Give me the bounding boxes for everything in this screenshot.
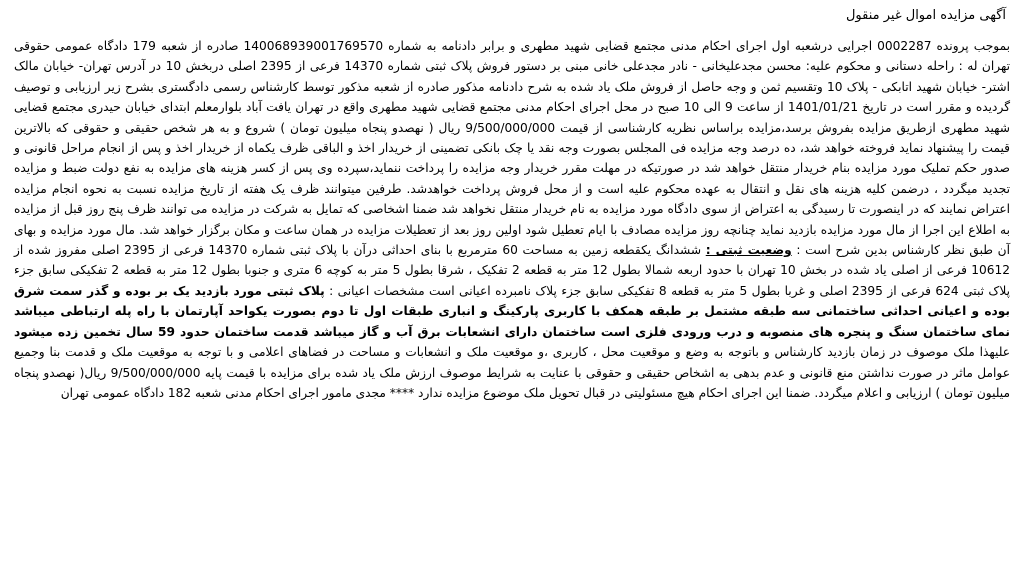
notice-title: آگهی مزایده اموال غیر منقول bbox=[845, 8, 1006, 23]
registration-status-label: وضعیت ثبتی : bbox=[705, 243, 792, 258]
notice-paragraph-2: ششدانگ یکقطعه زمین به مساحت 60 مترمربع با بنای احداثی درآن با پلاک ثبتی شماره 14370 فرعی از 2395 اصلی مفروز شده از 10612 فرعی از اصلی یاد شده در بخش 10 تهران با حدود اربعه شمالا بطول 12 متر به قطعه 2 تفکیک ، شرقا بطول 5 متر به کوچه 6 متری و جنوبا بطول 12 متر به قطعه 2 تفکیکی سابق جزء پلاک ثبتی 624 فرعی از 2395 اصلی و غربا بطول 5 متر به قطعه 8 تفکیکی سابق جزء پلاک نامبرده اعیانی است مشخصات اعیانی : bbox=[14, 243, 1011, 298]
building-description-bold: پلاک ثبتی مورد بازدید یک بر بوده و گذر سمت شرق بوده و اعیانی احداثی ساختمانی سه طبقه مشتمل بر طبقه همکف با کاربری پارکینگ و انباری طبقات اول تا دوم بصورت یکواحد آپارتمان با راه پله ارتباطی میباشد نمای ساختمان سنگ و پنجره های منصوبه و درب ورودی فلزی است ساختمان دارای انشعابات برق آب و گاز میباشد قدمت ساختمان حدود 59 سال تخمین زده میشود bbox=[14, 283, 1010, 339]
notice-paragraph-3: علیهذا ملک موصوف در زمان بازدید کارشناس و باتوجه به وضع و موقعیت محل ، کاربری ،و موقعیت ملک و انشعابات و مساحت در فضاهای اعلامی و با توجه به موقعیت ملک و قدمت بنا وجمیع عوامل ماثر در صورت نداشتن منع قانونی و عدم بدهی به اشخاص حقیقی و حقوقی با عنایت به شرایط موصوف ارزش ملک یاد شده برای مزایده با قیمت پایه 9/500/000/000 ریال( نهصدو پنجاه میلیون تومان ) ارزیابی و اعلام میگردد. ضمنا این اجرای احکام هیچ مسئولیتی در قبال تحویل ملک موضوع مزایده ندارد **** مجدی مامور اجرای احکام مدنی شعبه 182 دادگاه عمومی تهران bbox=[14, 345, 1010, 400]
notice-body bbox=[14, 36, 1010, 403]
notice-paragraph-1: بموجب پرونده 0002287 اجرایی درشعبه اول اجرای احکام مدنی مجتمع قضایی شهید مطهری و برابر دادنامه به شماره 140068939001769570 صادره از شعبه 179 دادگاه عمومی حقوقی تهران له : راحله دستانی و محکوم علیه: محسن مجدعلیخانی - نادر مجدعلی خانی مبنی بر دستور فروش پلاک ثبتی شماره 14370 فرعی از 2395 اصلی دربخش 10 در آدرس تهران- خیابان مالک اشتر- خیابان شهید اتابکی - پلاک 10 وتقسیم ثمن و وجه حاصل از فروش ملک یاد شده به شرح دادنامه مذکور صادره از شعبه مذکور توسط کارشناس رسمی دادگستری بشرح زیر ارزیابی و توصیف گردیده و مقرر است در تاریخ 1401/01/21 از ساعت 9 الی 10 صبح در محل اجرای احکام مدنی مجتمع قضایی شهید مطهری واقع در تهران یافت آباد بلوارمعلم ابتدای خیابان حیدری مجتمع قضایی شهید مطهری ازطریق مزایده بفروش برسد،مزایده براساس نظریه کارشناسی از قیمت 9/500/000/000 ریال ( نهصدو پنجاه میلیون تومان ) شروع و به هر شخص حقیقی و حقوقی که بالاترین قیمت را پیشنهاد نماید فروخته خواهد شد، ده درصد وجه مزایده فی المجلس بصورت وجه نقد یا چک بانکی تضمینی از خریدار اخذ و الباقی ظرف یکماه از خریدار اخذ و پس از انجام مراحل قانونی و صدور حکم تملیک مورد مزایده بنام خریدار منتقل خواهد شد در صورتیکه در مهلت مقرر خریدار وجه مزایده را پرداخت ننماید،سپرده وی پس از کسر هزینه های مزایده به نفع دولت ضبط و مزایده تجدید میگردد ، درضمن کلیه هزینه های نقل و انتقال به عهده محکوم علیه است و از محل فروش پرداخت خواهدشد. طرفین میتوانند ظرف یک هفته از تاریخ مزایده نسبت به نحوه انجام مزایده اعتراض نمایند که در اینصورت تا رسیدگی به اعتراض از سوی دادگاه مورد مزایده به نام خریدار منتقل نخواهد شد ضمنا اشخاصی که تمایل به شرکت در مزایده می توانند ظرف پنج روز قبل از مزایده به اطلاع این اجرا از مال مورد مزایده بازدید نماید چنانچه روز مزایده مصادف با ایام تعطیل شود اولین روز بعد از تعطیلات مزایده در همان ساعت و مکان برگزار خواهد شد. مال مورد مزایده و بهای آن طبق نظر کارشناس بدین شرح است : bbox=[14, 39, 1011, 258]
